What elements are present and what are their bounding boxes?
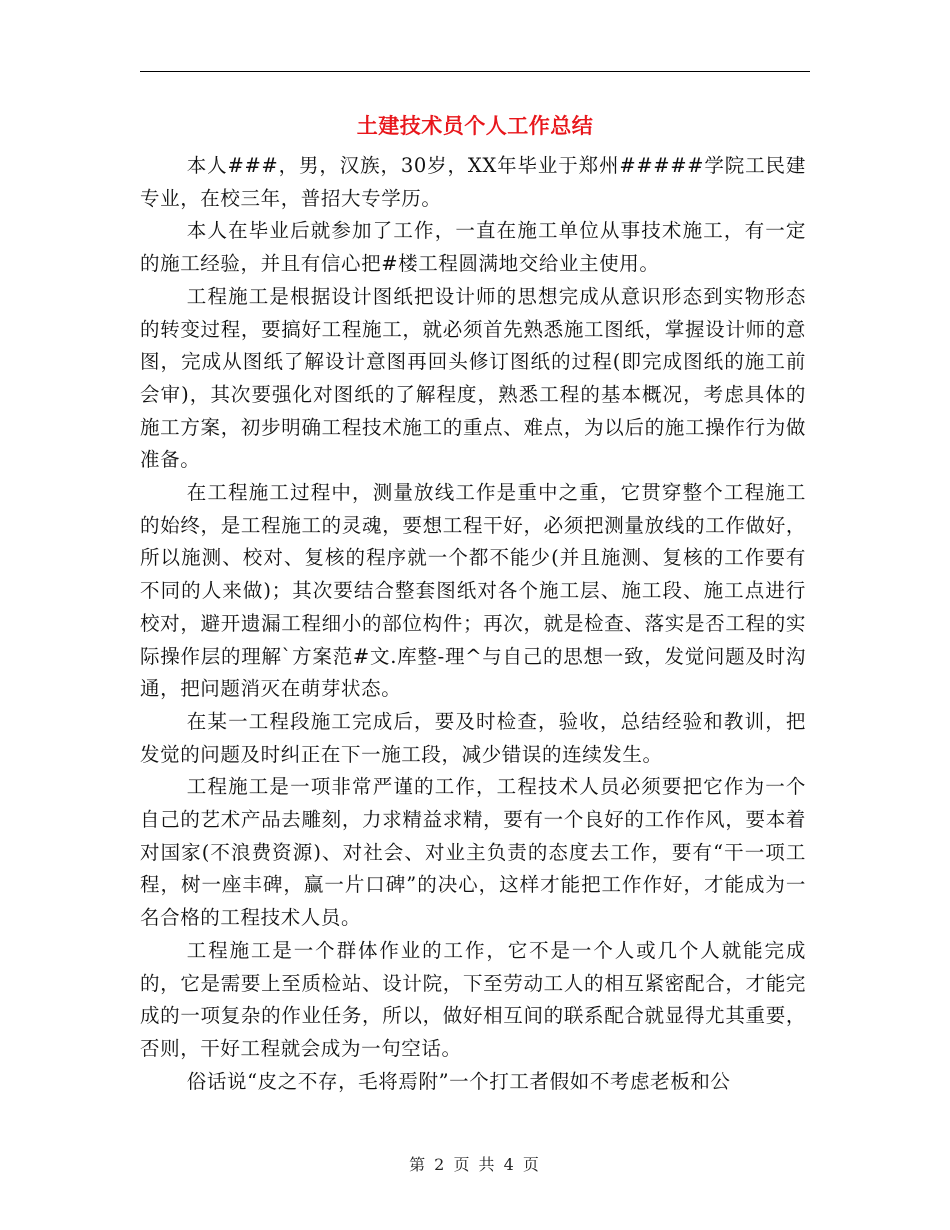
paragraph: 工程施工是一个群体作业的工作，它不是一个人或几个人就能完成的，它是需要上至质检站、设计院，下至劳动工人的相互紧密配合，才能完成的一项复杂的作业任务，所以，做好相互间的联系配合就显得尤其重要，否则，干好工程就会成为一句空话。	[140, 938, 806, 1060]
document-title: 土建技术员个人工作总结	[356, 113, 594, 138]
paragraph: 在某一工程段施工完成后，要及时检查，验收，总结经验和教训，把发觉的问题及时纠正在下一施工段，减少错误的连续发生。	[140, 709, 806, 766]
header-rule	[140, 71, 810, 72]
paragraph: 工程施工是一项非常严谨的工作，工程技术人员必须要把它作为一个自己的艺术产品去雕刻，力求精益求精，要有一个良好的工作作风，要本着对国家(不浪费资源)、对社会、对业主负责的态度去工作，要有“干一项工程，树一座丰碑，赢一片口碑”的决心，这样才能把工作作好，才能成为一名合格的工程技术人员。	[140, 775, 806, 930]
paragraph: 在工程施工过程中，测量放线工作是重中之重，它贯穿整个工程施工的始终，是工程施工的灵魂，要想工程干好，必须把测量放线的工作做好，所以施测、校对、复核的程序就一个都不能少(并且施测、复核的工作要有不同的人来做)；其次要结合整套图纸对各个施工层、施工段、施工点进行校对，避开遗漏工程细小的部位构件；再次，就是检查、落实是否工程的实际操作层的理解`方案范#文.库整-理^与自己的思想一致，发觉问题及时沟通，把问题消灭在萌芽状态。	[140, 481, 806, 701]
paragraph: 本人在毕业后就参加了工作，一直在施工单位从事技术施工，有一定的施工经验，并且有信心把#楼工程圆满地交给业主使用。	[140, 219, 806, 276]
paragraph: 俗话说“皮之不存，毛将焉附”一个打工者假如不考虑老板和公	[186, 1069, 731, 1093]
paragraph: 本人###，男，汉族，30岁，XX年毕业于郑州#####学院工民建专业，在校三年，普招大专学历。	[140, 154, 806, 210]
document-body	[140, 150, 806, 1098]
paragraph: 工程施工是根据设计图纸把设计师的思想完成从意识形态到实物形态的转变过程，要搞好工程施工，就必须首先熟悉施工图纸，掌握设计师的意图，完成从图纸了解设计意图再回头修订图纸的过程(即完成图纸的施工前会审)，其次要强化对图纸的了解程度，熟悉工程的基本概况，考虑具体的施工方案，初步明确工程技术施工的重点、难点，为以后的施工操作行为做准备。	[140, 284, 806, 472]
page-number-footer: 第 2 页 共 4 页	[409, 1155, 541, 1174]
